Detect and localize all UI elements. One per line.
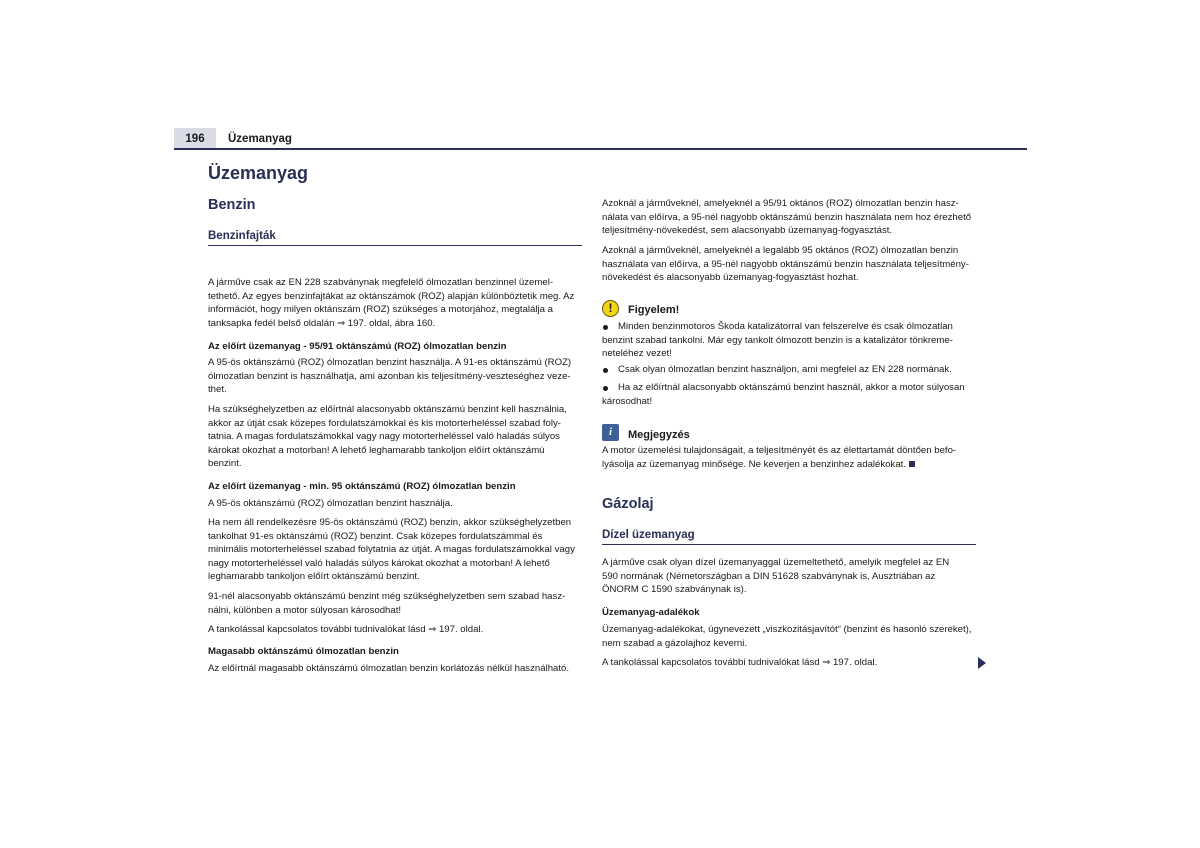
- subsection-rule: [208, 245, 582, 246]
- caution-item-1: Minden benzinmotoros Škoda katalizátorral van felszerelve és csak ólmozatlan benzint szabad tankolni. Már egy tankolt ólmozott benzin is a katalizátor tönkreme- neteléhez vezet!: [602, 321, 953, 360]
- header-rule: [174, 148, 1027, 150]
- paragraph-right-2: Azoknál a járműveknél, amelyeknél a legalább 95 oktános (ROZ) ólmozatlan benzin használata van előírva, a 95-nél nagyobb oktánszámú benzin használata teljesítmény- növekedést és alacsonyabb üzemanyag-fogyasztást hozhat.: [602, 245, 969, 284]
- section-heading-gazolaj: Gázolaj: [602, 496, 654, 512]
- running-title: Üzemanyag: [228, 133, 292, 145]
- paragraph-min95-3: 91-nél alacsonyabb oktánszámú benzint még szükséghelyzetben sem szabad hasz- nálni, különben a motor súlyosan károsodhat!: [208, 591, 566, 616]
- subsection-heading-dizel: Dízel üzemanyag: [602, 529, 695, 541]
- page-number: 196: [174, 128, 216, 149]
- section-heading-benzin: Benzin: [208, 197, 256, 213]
- caution-item-3: Ha az előírtnál alacsonyabb oktánszámú benzint használ, akkor a motor súlyosan károsodhat!: [602, 382, 965, 407]
- paragraph-9591-1: A 95-ös oktánszámú (ROZ) ólmozatlan benzint használja. A 91-es oktánszámú (ROZ) ólmozatlan benzint is használhatja, ami azonban kis teljesítmény-veszteséghez veze- thet.: [208, 357, 572, 396]
- note-title: Megjegyzés: [628, 429, 690, 441]
- caution-title: Figyelem!: [628, 304, 680, 316]
- paragraph-min95-4: A tankolással kapcsolatos további tudnivalókat lásd ⇒ 197. oldal.: [208, 624, 484, 635]
- subsection-rule: [602, 544, 976, 545]
- bullet-icon: [603, 368, 608, 373]
- subheading-min95: Az előírt üzemanyag - min. 95 oktánszámú (ROZ) ólmozatlan benzin: [208, 481, 516, 492]
- next-page-arrow-icon: [978, 657, 986, 669]
- note-paragraph: [602, 444, 980, 471]
- paragraph-min95-2: Ha nem áll rendelkezésre 95-ös oktánszámú (ROZ) benzin, akkor szükséghelyzetben tankolhat 91-es oktánszámú (ROZ) benzint. Csak közepes fordulatszámmal és minimális motorterheléssel szabad folytatnia az útját. A magas fordulatszámokkal vagy nagy motorterheléssel való haladás súlyos károkat okozhat a motorban! A lehető leghamarabb tankoljon előírt oktánszámú benzint.: [208, 517, 575, 583]
- warning-exclamation-icon: !: [602, 300, 619, 317]
- caution-item-2: Csak olyan ólmozatlan benzint használjon, ami megfelel az EN 228 normának.: [618, 364, 952, 375]
- additives-paragraph: Üzemanyag-adalékokat, úgynevezett „viszkozitásjavítót“ (benzint és hasonló szereket), nem szabad a gázolajhoz keverni.: [602, 624, 972, 649]
- final-paragraph: A tankolással kapcsolatos további tudnivalókat lásd ⇒ 197. oldal.: [602, 657, 878, 668]
- paragraph-higher-octane: Az előírtnál magasabb oktánszámú ólmozatlan benzin korlátozás nélkül használható.: [208, 663, 570, 674]
- diesel-paragraph: A járműve csak olyan dízel üzemanyaggal üzemeltethető, amelyik megfelel az EN 590 normának (Németországban a DIN 51628 szabványnak is, Ausztriában az ÖNORM C 1590 szabványnak is).: [602, 557, 950, 596]
- intro-paragraph: A járműve csak az EN 228 szabványnak megfelelő ólmozatlan benzinnel üzemel- tethető. Az egyes benzinfajtákat az oktánszámok (ROZ) alapján különböztetik meg. Az információt, hogy milyen oktánszám (ROZ) szükséges a motorjához, megtalálja a tanksapka fedél belső oldalán ⇒ 197. oldal, ábra 160.: [208, 277, 575, 329]
- subsection-heading-benzinfajtak: Benzinfajták: [208, 230, 276, 242]
- subheading-additives: Üzemanyag-adalékok: [602, 607, 700, 618]
- page-title: Üzemanyag: [208, 163, 309, 183]
- end-of-section-icon: [909, 461, 915, 467]
- paragraph-right-1: Azoknál a járműveknél, amelyeknél a 95/91 oktános (ROZ) ólmozatlan benzin hasz- nálata van előírva, a 95-nél nagyobb oktánszámú benzin használata nem hoz érezhető teljesítmény-növekedést, sem alacsonyabb üzemanyag-fogyasztást.: [602, 198, 972, 237]
- paragraph-9591-2: Ha szükséghelyzetben az előírtnál alacsonyabb oktánszámú benzint kell használnia, akkor az útját csak közepes fordulatszámokkal és kis motorterheléssel szabad foly- tatnia. A magas fordulatszámokkal vagy nagy motorterheléssel való haladás súlyos károkat okozhat a motorban! A lehető leghamarabb tankoljon előírt oktánszámú benzint.: [208, 404, 567, 470]
- info-icon: i: [602, 424, 619, 441]
- subheading-9591: Az előírt üzemanyag - 95/91 oktánszámú (ROZ) ólmozatlan benzin: [208, 341, 507, 352]
- note-text: A motor üzemelési tulajdonságait, a teljesítményét és az élettartamát döntően befo- lyásolja az üzemanyag minősége. Ne keverjen a benzinhez adalékokat.: [602, 445, 957, 470]
- subheading-higher-octane: Magasabb oktánszámú ólmozatlan benzin: [208, 646, 399, 657]
- paragraph-min95-1: A 95-ös oktánszámú (ROZ) ólmozatlan benzint használja.: [208, 498, 453, 509]
